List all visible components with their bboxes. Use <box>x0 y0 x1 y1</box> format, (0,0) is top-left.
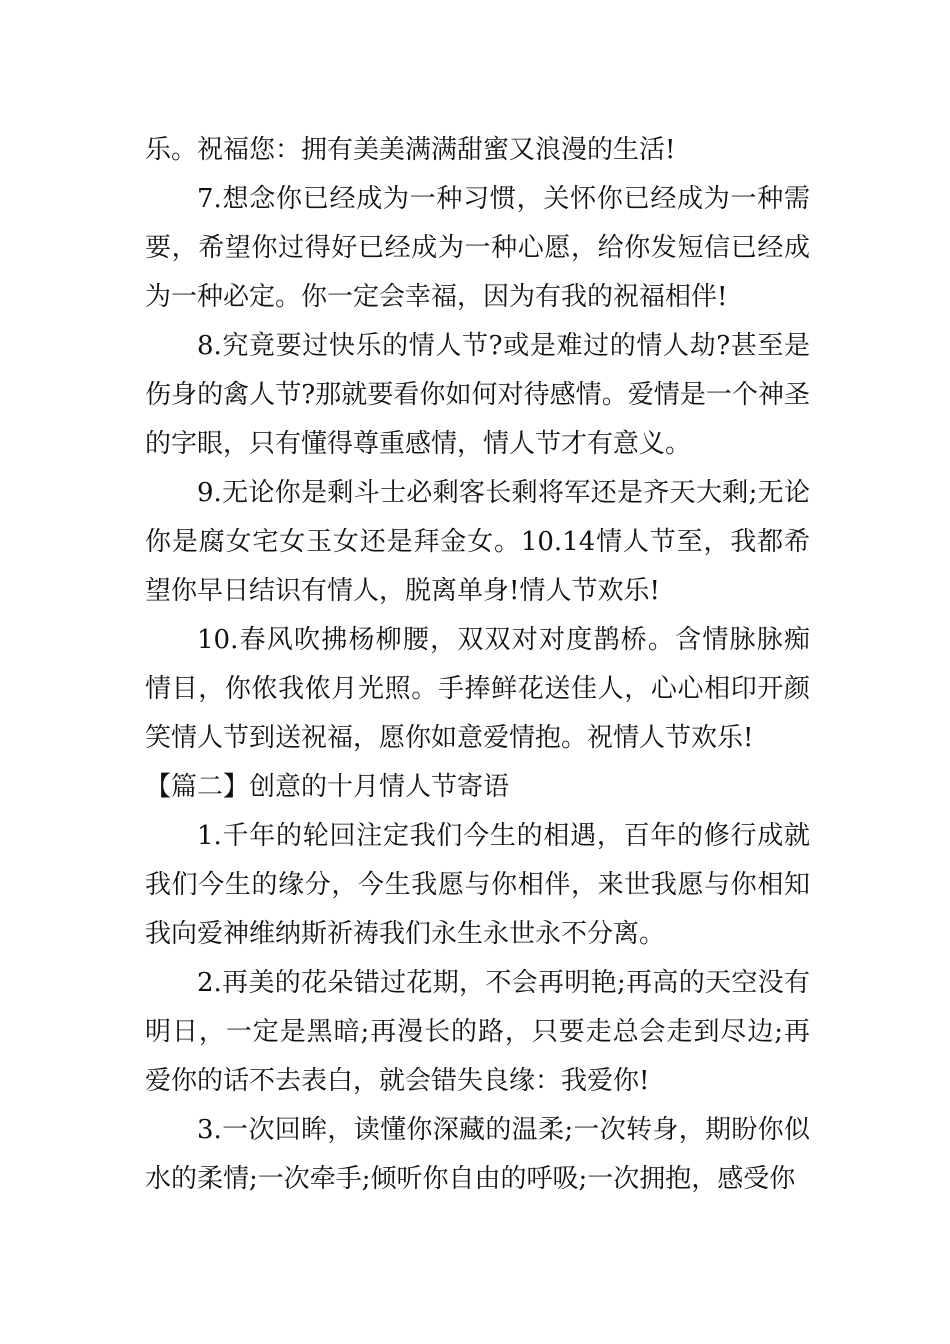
paragraph-b-3: 3.一次回眸，读懂你深藏的温柔;一次转身，期盼你似水的柔情;一次牵手;倾听你自由的呼吸;一次拥抱，感受你 <box>145 1115 810 1194</box>
paragraph-9: 9.无论你是剩斗士必剩客长剩将军还是齐天大剩;无论你是腐女宅女玉女还是拜金女。10.14情人节至，我都希望你早日结识有情人，脱离单身!情人节欢乐! <box>145 478 810 606</box>
paragraph-b-2: 2.再美的花朵错过花期，不会再明艳;再高的天空没有明日，一定是黑暗;再漫长的路，只要走总会走到尽边;再爱你的话不去表白，就会错失良缘：我爱你! <box>145 968 810 1096</box>
paragraph-10: 10.春风吹拂杨柳腰，双双对对度鹊桥。含情脉脉痴情目，你侬我侬月光照。手捧鲜花送佳人，心心相印开颜笑情人节到送祝福，愿你如意爱情抱。祝情人节欢乐! <box>145 625 810 753</box>
paragraph-b-1: 1.千年的轮回注定我们今生的相遇，百年的修行成就我们今生的缘分，今生我愿与你相伴，来世我愿与你相知我向爱神维纳斯祈祷我们永生永世永不分离。 <box>145 821 810 949</box>
paragraph-7: 7.想念你已经成为一种习惯，关怀你已经成为一种需要，希望你过得好已经成为一种心愿，给你发短信已经成为一种必定。你一定会幸福，因为有我的祝福相伴! <box>145 184 810 312</box>
intro-line: 乐。祝福您：拥有美美满满甜蜜又浪漫的生活! <box>145 135 676 165</box>
paragraph-8: 8.究竟要过快乐的情人节?或是难过的情人劫?甚至是伤身的禽人节?那就要看你如何对待感情。爱情是一个神圣的字眼，只有懂得尊重感情，情人节才有意义。 <box>145 331 810 459</box>
document-body <box>145 126 810 1204</box>
section-heading: 【篇二】创意的十月情人节寄语 <box>145 772 510 802</box>
